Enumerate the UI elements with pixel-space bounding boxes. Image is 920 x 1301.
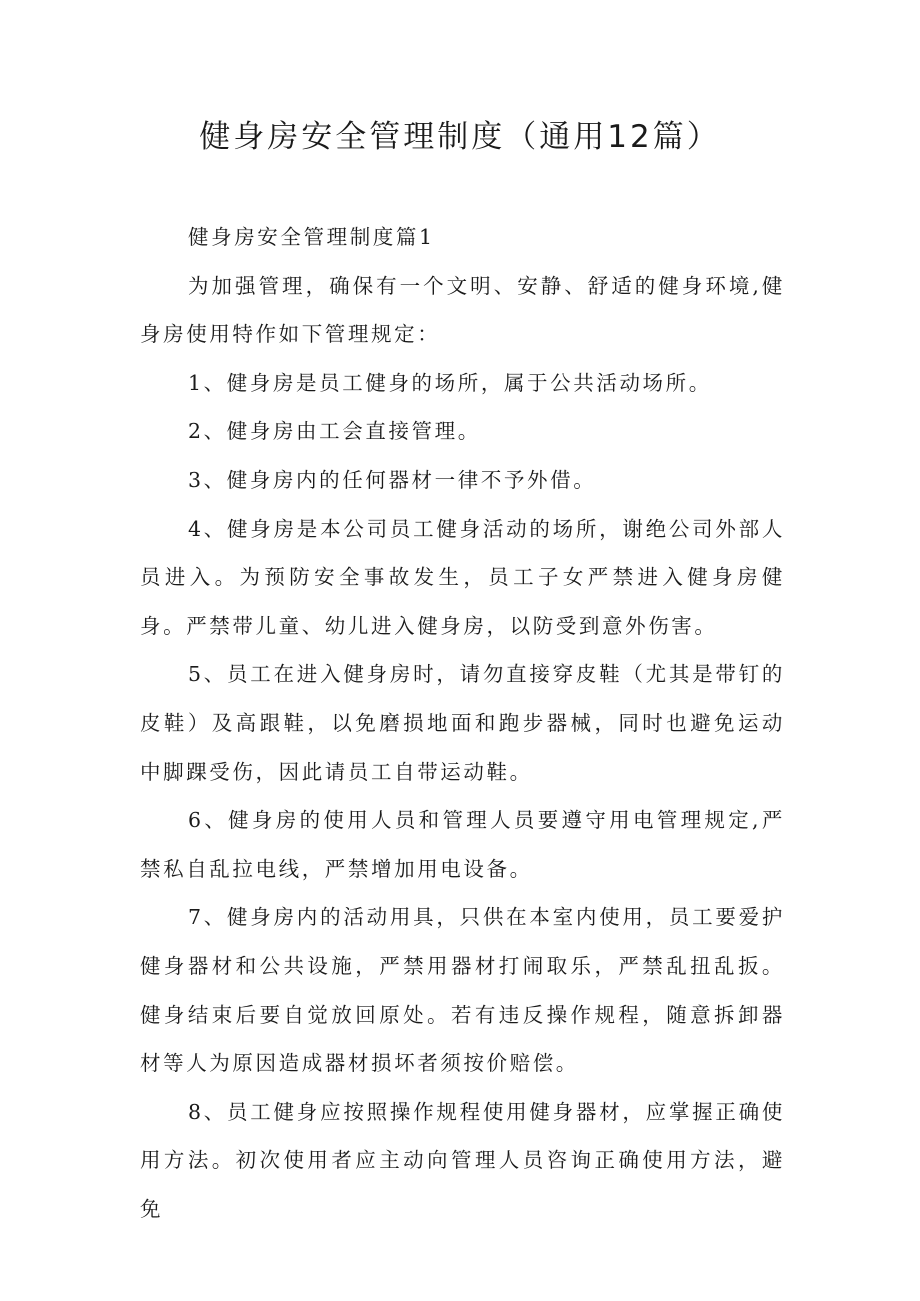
paragraph-item-4: 4、健身房是本公司员工健身活动的场所，谢绝公司外部人员进入。为预防安全事故发生，员工子女严禁进入健身房健身。严禁带儿童、幼儿进入健身房，以防受到意外伤害。 [140, 516, 785, 638]
document-body [140, 213, 785, 1233]
paragraph-item-3: 3、健身房内的任何器材一律不予外借。 [188, 467, 597, 492]
paragraph-item-2: 2、健身房由工会直接管理。 [188, 419, 481, 444]
paragraph-item-6: 6、健身房的使用人员和管理人员要遵守用电管理规定,严禁私自乱拉电线，严禁增加用电设备。 [140, 808, 785, 881]
section-heading: 健身房安全管理制度篇1 [188, 225, 435, 249]
paragraph-item-1: 1、健身房是员工健身的场所，属于公共活动场所。 [188, 370, 712, 395]
paragraph-intro: 为加强管理，确保有一个文明、安静、舒适的健身环境,健身房使用特作如下管理规定： [140, 273, 785, 347]
paragraph-item-7: 7、健身房内的活动用具，只供在本室内使用，员工要爱护健身器材和公共设施，严禁用器材打闹取乐，严禁乱扭乱扳。健身结束后要自觉放回原处。若有违反操作规程，随意拆卸器材等人为原因造成器材损坏者须按价赔偿。 [140, 905, 785, 1076]
paragraph-item-8: 8、员工健身应按照操作规程使用健身器材，应掌握正确使用方法。初次使用者应主动向管理人员咨询正确使用方法，避免 [140, 1099, 785, 1221]
paragraph-item-5: 5、员工在进入健身房时，请勿直接穿皮鞋（尤其是带钉的皮鞋）及高跟鞋，以免磨损地面和跑步器械，同时也避免运动中脚踝受伤，因此请员工自带运动鞋。 [140, 662, 785, 784]
document-title: 健身房安全管理制度（通用12篇） [199, 119, 721, 155]
